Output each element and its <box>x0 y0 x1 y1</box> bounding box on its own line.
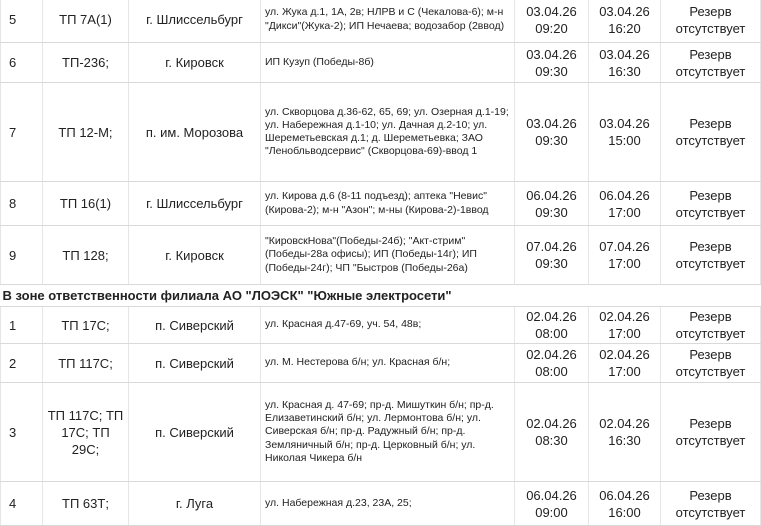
row-number: 4 <box>1 482 43 526</box>
reserve-status: Резерв отсутствует <box>661 43 761 83</box>
start-datetime <box>515 182 589 226</box>
table-row <box>1 43 761 83</box>
consumer-addresses: ул. Кирова д.6 (8-11 подъезд); аптека "Невис" (Кирова-2); м-н "Азон"; м-ны (Кирова-2)-1ввод <box>261 182 515 226</box>
start-datetime <box>515 383 589 482</box>
reserve-status: Резерв отсутствует <box>661 83 761 182</box>
end-datetime <box>589 344 661 383</box>
start-time: 08:30 <box>535 433 568 448</box>
table-row <box>1 482 761 526</box>
row-number: 5 <box>1 0 43 43</box>
start-time: 08:00 <box>535 326 568 341</box>
reserve-status: Резерв отсутствует <box>661 307 761 344</box>
end-time: 15:00 <box>608 133 641 148</box>
consumer-addresses: ул. М. Нестерова б/н; ул. Красная б/н; <box>261 344 515 383</box>
end-date: 06.04.26 <box>599 187 650 203</box>
table-row <box>1 307 761 344</box>
start-time: 09:20 <box>535 20 568 36</box>
start-date: 07.04.26 <box>526 239 577 254</box>
table-row <box>1 344 761 383</box>
start-time: 09:30 <box>535 256 568 271</box>
end-datetime <box>589 383 661 482</box>
reserve-status: Резерв отсутствует <box>661 344 761 383</box>
end-datetime <box>589 83 661 182</box>
consumer-addresses: ул. Скворцова д.36-62, 65, 69; ул. Озерная д.1-19; ул. Набережная д.1-10; ул. Дачная д.2-10; ул. Шереметьевская д.1; д. Шереметьевка; ЗАО "Ленобльводсервис" (Скворцова-69)-ввод 1 <box>261 83 515 182</box>
row-number: 3 <box>1 383 43 482</box>
locality: п. Сиверский <box>129 383 261 482</box>
locality: п. Сиверский <box>129 344 261 383</box>
start-datetime <box>515 344 589 383</box>
row-number: 2 <box>1 344 43 383</box>
end-time: 17:00 <box>608 326 641 341</box>
start-date: 02.04.26 <box>526 416 577 431</box>
start-date: 03.04.26 <box>526 3 577 19</box>
start-time: 08:00 <box>535 364 568 379</box>
start-datetime <box>515 307 589 344</box>
substation-name: ТП 17С; <box>43 307 129 344</box>
end-date: 02.04.26 <box>599 309 650 324</box>
end-datetime <box>589 0 661 43</box>
substation-name: ТП 16(1) <box>43 182 129 226</box>
start-datetime <box>515 83 589 182</box>
locality: г. Луга <box>129 482 261 526</box>
end-datetime <box>589 307 661 344</box>
start-datetime <box>515 482 589 526</box>
table-row <box>1 83 761 182</box>
end-date: 03.04.26 <box>599 46 650 62</box>
row-number: 1 <box>1 307 43 344</box>
end-date: 06.04.26 <box>599 487 650 503</box>
reserve-status: Резерв отсутствует <box>661 482 761 526</box>
substation-name: ТП 7А(1) <box>43 0 129 43</box>
table-row <box>1 0 761 43</box>
end-time: 17:00 <box>608 256 641 271</box>
start-date: 03.04.26 <box>526 46 577 62</box>
end-date: 02.04.26 <box>599 347 650 362</box>
start-time: 09:00 <box>535 504 568 520</box>
substation-name: ТП 128; <box>43 226 129 285</box>
reserve-status: Резерв отсутствует <box>661 383 761 482</box>
reserve-status: Резерв отсутствует <box>661 182 761 226</box>
consumer-addresses: ул. Жука д.1, 1А, 2в; НЛРВ и С (Чекалова-6); м-н "Дикси"(Жука-2); ИП Нечаева; водозабор (2ввод) <box>261 0 515 43</box>
end-datetime <box>589 226 661 285</box>
consumer-addresses: ул. Красная д.47-69, уч. 54, 48в; <box>261 307 515 344</box>
consumer-addresses: ИП Кузуп (Победы-8б) <box>261 43 515 83</box>
start-date: 02.04.26 <box>526 347 577 362</box>
consumer-addresses: ул. Красная д. 47-69; пр-д. Мишуткин б/н; пр-д. Елизаветинский б/н; ул. Лермонтова б/н; ул. Сиверская б/н; пр-д. Радужный б/н; пр-д. Земляничный б/н; пр-д. Церковный б/н; ул. Николая Чикера б/н <box>261 383 515 482</box>
locality: г. Кировск <box>129 43 261 83</box>
start-datetime <box>515 226 589 285</box>
start-date: 06.04.26 <box>526 187 577 203</box>
end-date: 02.04.26 <box>599 416 650 431</box>
start-time: 09:30 <box>535 63 568 79</box>
section-heading: В зоне ответственности филиала АО "ЛОЭСК" "Южные электросети" <box>1 285 761 307</box>
end-time: 17:00 <box>608 204 641 220</box>
start-date: 03.04.26 <box>526 116 577 131</box>
end-time: 17:00 <box>608 364 641 379</box>
locality: г. Шлиссельбург <box>129 182 261 226</box>
start-time: 09:30 <box>535 204 568 220</box>
end-datetime <box>589 182 661 226</box>
row-number: 6 <box>1 43 43 83</box>
end-date: 07.04.26 <box>599 239 650 254</box>
reserve-status: Резерв отсутствует <box>661 226 761 285</box>
locality: г. Шлиссельбург <box>129 0 261 43</box>
end-time: 16:20 <box>608 20 641 36</box>
row-number: 7 <box>1 83 43 182</box>
row-number: 9 <box>1 226 43 285</box>
substation-name: ТП-236; <box>43 43 129 83</box>
end-date: 03.04.26 <box>599 116 650 131</box>
end-time: 16:30 <box>608 433 641 448</box>
start-date: 06.04.26 <box>526 487 577 503</box>
start-datetime <box>515 43 589 83</box>
substation-name: ТП 117С; ТП 17С; ТП 29С; <box>43 383 129 482</box>
end-time: 16:00 <box>608 504 641 520</box>
locality: п. Сиверский <box>129 307 261 344</box>
substation-name: ТП 12-М; <box>43 83 129 182</box>
table-row <box>1 226 761 285</box>
row-number: 8 <box>1 182 43 226</box>
end-date: 03.04.26 <box>599 3 650 19</box>
start-date: 02.04.26 <box>526 309 577 324</box>
end-time: 16:30 <box>608 63 641 79</box>
reserve-status: Резерв отсутствует <box>661 0 761 43</box>
end-datetime <box>589 43 661 83</box>
substation-name: ТП 63Т; <box>43 482 129 526</box>
end-datetime <box>589 482 661 526</box>
consumer-addresses: "КировскНова"(Победы-24б); "Акт-стрим"(Победы-28а офисы); ИП (Победы-14г); ИП (Победы-24г); ЧП "Быстров (Победы-26а) <box>261 226 515 285</box>
table-row <box>1 182 761 226</box>
locality: п. им. Морозова <box>129 83 261 182</box>
substation-name: ТП 117С; <box>43 344 129 383</box>
start-time: 09:30 <box>535 133 568 148</box>
consumer-addresses: ул. Набережная д.23, 23А, 25; <box>261 482 515 526</box>
section-heading-row <box>1 285 761 307</box>
table-row <box>1 383 761 482</box>
locality: г. Кировск <box>129 226 261 285</box>
start-datetime <box>515 0 589 43</box>
